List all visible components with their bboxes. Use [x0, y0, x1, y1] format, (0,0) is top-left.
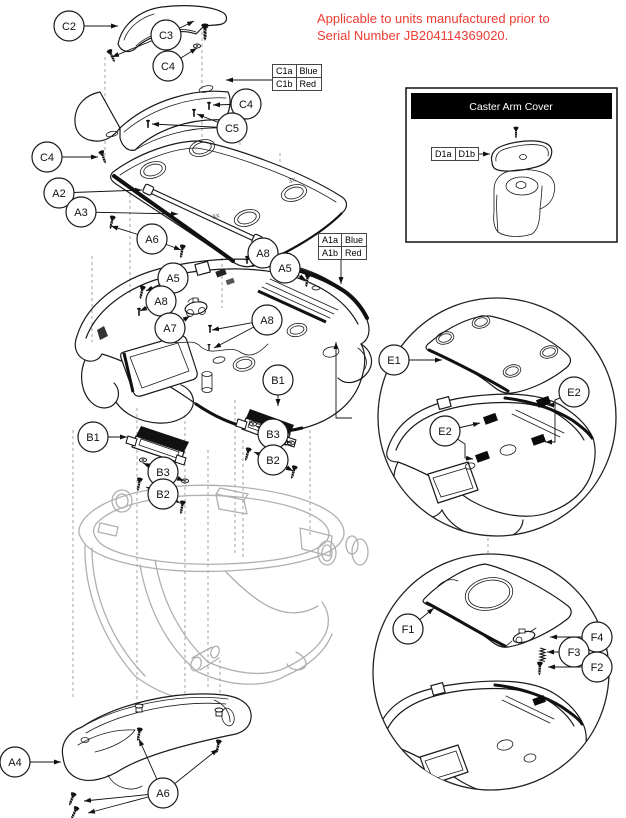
- callout-label: A5: [166, 273, 180, 285]
- quantity-mark: 3X: [212, 213, 221, 221]
- callout-label: A8: [256, 248, 270, 260]
- table-row: [273, 65, 322, 78]
- screw: [137, 285, 146, 300]
- callout-a8: [252, 305, 282, 335]
- table-row: [319, 247, 367, 260]
- part-code: A1b: [319, 247, 342, 260]
- washer: [139, 458, 146, 462]
- callout-e1: [379, 345, 409, 375]
- detail-circle-f: [373, 554, 609, 809]
- callout-label: A7: [163, 323, 177, 335]
- callout-b2: [258, 445, 288, 475]
- screw: [69, 805, 80, 818]
- table-row: [319, 234, 367, 247]
- callout-a6: [137, 224, 167, 254]
- part-color: Red: [342, 247, 367, 260]
- part-code: D1a: [431, 147, 456, 161]
- quantity-mark: 3X: [288, 177, 297, 185]
- base-frame: [79, 485, 368, 703]
- callout-label: E2: [567, 387, 581, 399]
- callout-b1: [263, 365, 293, 395]
- callout-b1: [78, 422, 108, 452]
- part-code: D1b: [456, 147, 480, 161]
- part-code: C1b: [273, 78, 297, 91]
- caster-panel-title: Caster Arm Cover: [469, 101, 553, 113]
- callout-a3: [66, 197, 96, 227]
- part-code: C1a: [273, 65, 297, 78]
- callout-b2: [148, 479, 178, 509]
- callout-label: E1: [387, 355, 401, 367]
- callout-a6: [148, 778, 178, 808]
- callout-c5: [217, 113, 247, 143]
- callout-label: B1: [86, 432, 100, 444]
- callout-c4: [153, 51, 183, 81]
- part-color: Blue: [296, 65, 321, 78]
- callout-label: F1: [401, 624, 415, 636]
- callout-e2: [430, 416, 460, 446]
- callout-label: A8: [260, 315, 274, 327]
- callout-label: B3: [156, 467, 170, 479]
- callout-c4: [32, 142, 62, 172]
- callout-c2: [54, 11, 84, 41]
- callout-label: A3: [74, 207, 88, 219]
- callout-f2: [582, 652, 612, 682]
- pin: [207, 344, 210, 350]
- callout-label: A4: [8, 757, 22, 769]
- callout-c3: [151, 20, 181, 50]
- callout-label: C2: [61, 21, 77, 33]
- callout-label: C4: [238, 99, 254, 111]
- callout-e2: [559, 377, 589, 407]
- c1-color-table: [272, 64, 322, 91]
- caster-arm-cover-panel: [406, 88, 617, 242]
- pin: [137, 308, 141, 316]
- callout-label: E2: [438, 426, 452, 438]
- washer: [249, 422, 256, 426]
- callout-label: B3: [266, 429, 280, 441]
- callout-label: F3: [567, 647, 581, 659]
- screw: [178, 244, 186, 259]
- pin: [208, 325, 212, 333]
- callout-f1: [393, 614, 423, 644]
- callout-label: F4: [590, 632, 604, 644]
- detail-circle-e: [378, 298, 616, 539]
- callout-label: A8: [154, 296, 168, 308]
- screw: [98, 150, 108, 165]
- d1-label-box: [431, 147, 479, 161]
- main-shroud: [75, 259, 371, 431]
- screw: [135, 477, 143, 492]
- callout-label: A5: [278, 263, 292, 275]
- note-line-1: Applicable to units manufactured prior to: [317, 11, 550, 26]
- screw: [243, 447, 252, 462]
- washer: [287, 441, 294, 445]
- callout-label: B2: [266, 455, 280, 467]
- callout-a4: [0, 747, 30, 777]
- screw: [289, 465, 298, 480]
- callout-a7: [155, 313, 185, 343]
- callout-label: B1: [271, 375, 285, 387]
- a1-color-table: [318, 233, 367, 260]
- note-line-2: Serial Number JB204114369020.: [317, 28, 509, 43]
- table-row: [273, 78, 322, 91]
- latch-assembly: [184, 298, 208, 317]
- callout-a8: [146, 286, 176, 316]
- callout-label: F2: [590, 662, 604, 674]
- bottom-shroud: [62, 694, 251, 789]
- callout-label: B2: [156, 489, 170, 501]
- applicability-note: [317, 10, 550, 44]
- washer: [193, 44, 200, 48]
- front-shroud-piece-c1: [75, 84, 230, 150]
- part-color: Blue: [342, 234, 367, 247]
- callout-label: C4: [39, 152, 55, 164]
- callout-label: C3: [158, 30, 174, 42]
- part-code: A1a: [319, 234, 342, 247]
- callout-label: A6: [156, 788, 170, 800]
- screw: [67, 792, 77, 807]
- callout-label: C4: [160, 61, 176, 73]
- callout-label: A2: [52, 188, 66, 200]
- callout-label: A6: [145, 234, 159, 246]
- part-color: Red: [296, 78, 321, 91]
- callout-a5: [270, 253, 300, 283]
- callout-label: C5: [224, 123, 240, 135]
- washer: [181, 479, 188, 483]
